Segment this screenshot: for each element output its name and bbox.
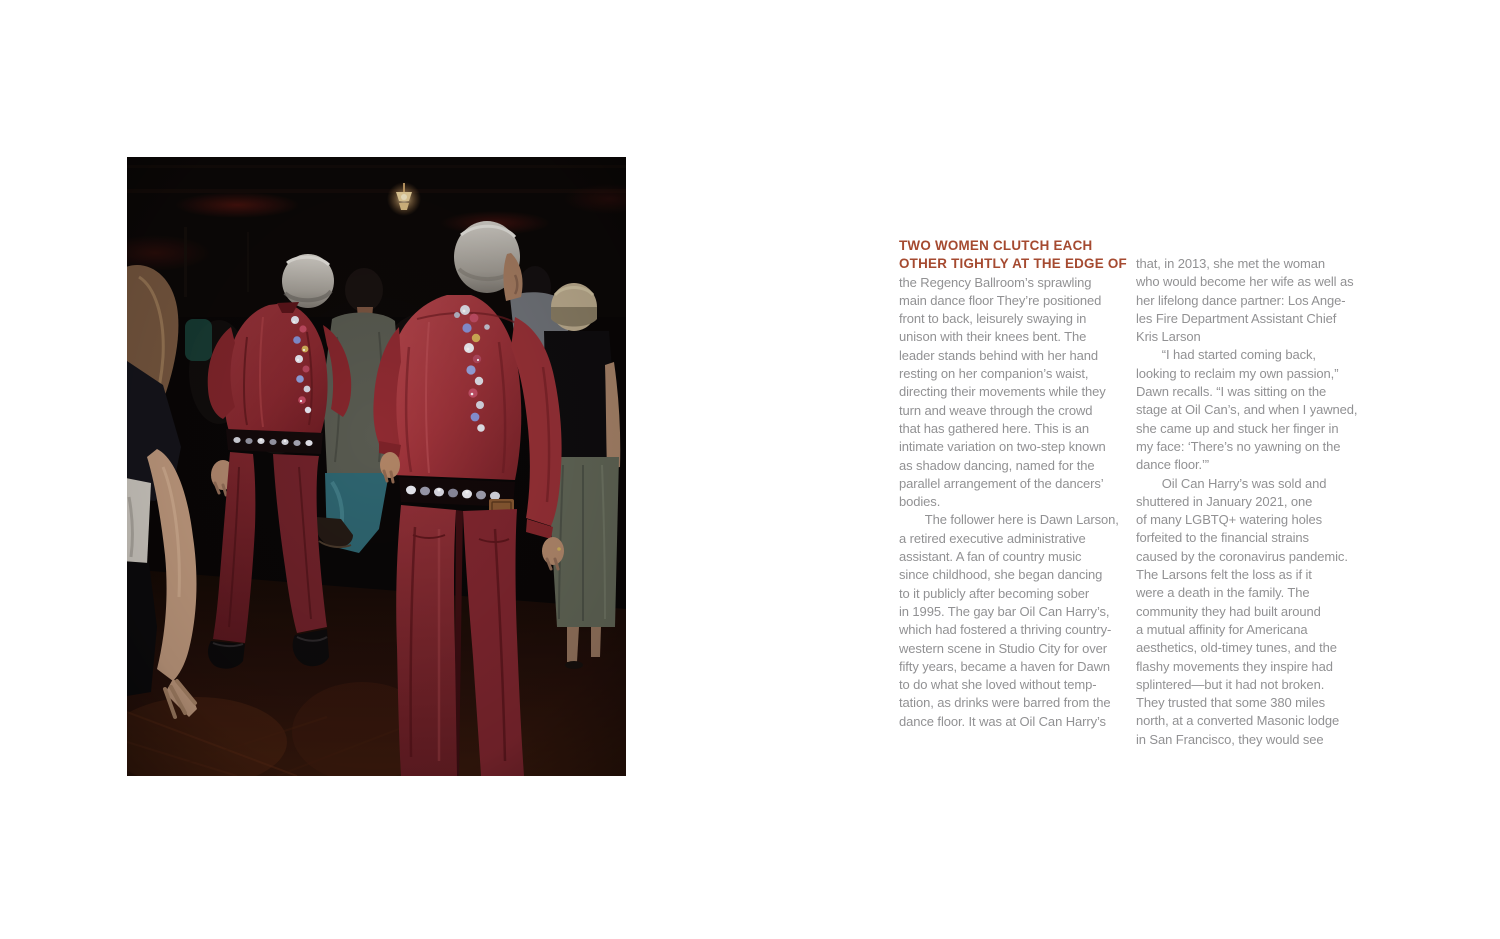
text-line: to do what she loved without temp-: [899, 677, 1097, 693]
text-line: dance floor. It was at Oil Can Harry’s: [899, 713, 1106, 729]
text-line: western scene in Studio City for over: [899, 640, 1108, 656]
text-line: were a death in the family. The: [1136, 585, 1310, 601]
text-line: of many LGBTQ+ watering holes: [1136, 512, 1323, 528]
text-line: Dawn recalls. “I was sitting on the: [1136, 384, 1327, 400]
text-line: unison with their knees bent. The: [899, 329, 1087, 345]
text-line: They trusted that some 380 miles: [1136, 695, 1326, 711]
text-line: her lifelong dance partner: Los Ange-: [1136, 292, 1346, 308]
text-line: TWO WOMEN CLUTCH EACH: [899, 238, 1093, 253]
photo-vignette: [127, 157, 626, 776]
text-line: caused by the coronavirus pandemic.: [1136, 548, 1348, 564]
dance-photo: [127, 157, 626, 776]
text-line: in 1995. The gay bar Oil Can Harry’s,: [899, 603, 1110, 619]
text-line: a mutual affinity for Americana: [1136, 621, 1308, 637]
text-line: which had fostered a thriving country-: [899, 622, 1112, 638]
text-line: looking to reclaim my own passion,”: [1136, 365, 1339, 381]
article-column-1: [899, 237, 1131, 731]
text-line: leader stands behind with her hand: [899, 347, 1098, 363]
article-body-column-2: [1136, 255, 1368, 749]
text-line: “I had started coming back,: [1136, 347, 1316, 363]
text-line: north, at a converted Masonic lodge: [1136, 713, 1340, 729]
text-line: parallel arrangement of the dancers’: [899, 475, 1104, 491]
text-line: intimate variation on two-step known: [899, 439, 1106, 455]
article-headline: [899, 237, 1131, 274]
text-line: aesthetics, old-timey tunes, and the: [1136, 640, 1337, 656]
text-line: Oil Can Harry’s was sold and: [1136, 475, 1327, 491]
text-line: to it publicly after becoming sober: [899, 585, 1090, 601]
text-line: flashy movements they inspire had: [1136, 658, 1333, 674]
article-body-column-1: [899, 274, 1131, 731]
text-line: The follower here is Dawn Larson,: [899, 512, 1119, 528]
text-line: assistant. A fan of country music: [899, 549, 1082, 565]
text-line: that has gathered here. This is an: [899, 420, 1090, 436]
dance-photo-illustration: [127, 157, 626, 776]
article-column-2: [1136, 255, 1368, 749]
text-line: fifty years, became a haven for Dawn: [899, 658, 1111, 674]
text-line: that, in 2013, she met the woman: [1136, 256, 1326, 271]
text-line: my face: ‘There’s no yawning on the: [1136, 438, 1341, 454]
text-line: resting on her companion’s waist,: [899, 366, 1089, 382]
text-line: a retired executive administrative: [899, 530, 1086, 546]
text-line: Kris Larson: [1136, 329, 1201, 345]
text-line: who would become her wife as well as: [1136, 274, 1354, 290]
text-line: forfeited to the financial strains: [1136, 530, 1309, 546]
text-line: stage at Oil Can’s, and when I yawned,: [1136, 402, 1358, 418]
text-line: turn and weave through the crowd: [899, 402, 1093, 418]
text-line: in San Francisco, they would see: [1136, 731, 1324, 747]
text-line: bodies.: [899, 494, 941, 510]
text-line: tation, as drinks were barred from the: [899, 695, 1111, 711]
text-line: shuttered in January 2021, one: [1136, 493, 1313, 509]
text-line: front to back, leisurely swaying in: [899, 311, 1087, 327]
text-line: splintered—but it had not broken.: [1136, 676, 1325, 692]
text-line: since childhood, she began dancing: [899, 567, 1103, 583]
text-line: OTHER TIGHTLY AT THE EDGE OF: [899, 256, 1127, 272]
text-line: main dance floor They’re positioned: [899, 292, 1102, 308]
text-line: she came up and stuck her finger in: [1136, 420, 1339, 436]
text-line: as shadow dancing, named for the: [899, 457, 1095, 473]
text-line: community they had built around: [1136, 603, 1321, 619]
text-line: directing their movements while they: [899, 384, 1106, 400]
text-line: The Larsons felt the loss as if it: [1136, 567, 1312, 583]
text-line: the Regency Ballroom’s sprawling: [899, 274, 1092, 290]
text-line: les Fire Department Assistant Chief: [1136, 310, 1337, 326]
text-line: dance floor.’”: [1136, 457, 1210, 473]
